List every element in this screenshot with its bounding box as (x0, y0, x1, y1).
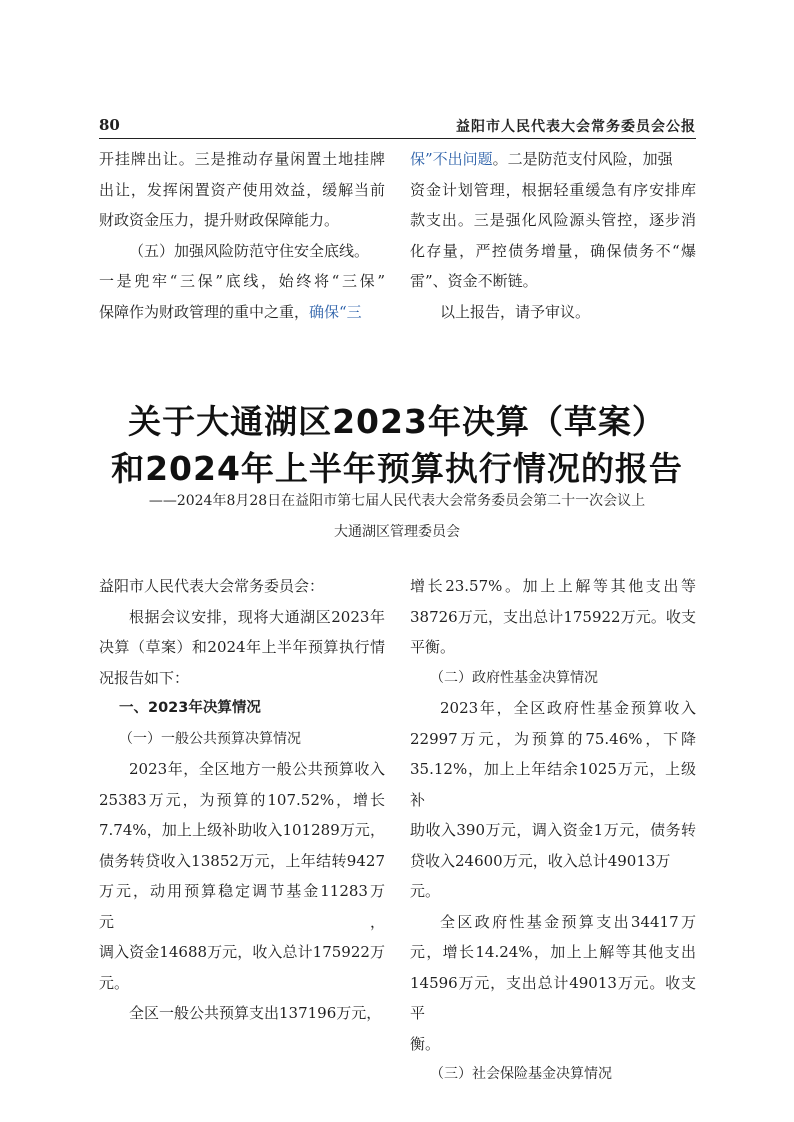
article-title-line-2: 和2024年上半年预算执行情况的报告 (111, 449, 683, 488)
text-fragment: 。二是防范支付风险，加强 (492, 150, 673, 168)
text-line: 2023年，全区地方一般公共预算收入 (129, 760, 385, 778)
header-rule (99, 138, 696, 139)
text-line: 化存量，严控债务增量，确保债务不“爆 (410, 241, 696, 260)
subsection-heading: （二）政府性基金决算情况 (430, 669, 598, 686)
subsection-heading: （三）社会保险基金决算情况 (430, 1066, 612, 1082)
text-line: 38726万元，支出总计175922万元。收支 (410, 607, 696, 626)
text-line: 贷收入24600万元，收入总计49013万元。 (410, 851, 671, 900)
prev-article-right-column (410, 144, 696, 327)
highlighted-text: 保”不出问题 (410, 150, 493, 168)
text-line: 全区政府性基金预算支出34417万 (440, 912, 696, 931)
text-line: 7.74%，加上上级补助收入101289万元， (99, 821, 385, 839)
text-line: 一是兜牢“三保”底线，始终将“三保” (99, 272, 385, 290)
text-line: 全区一般公共预算支出137196万元， (129, 1004, 382, 1022)
section-heading: （五）加强风险防范守住安全底线。 (129, 241, 370, 260)
text-line: 况报告如下： (99, 668, 190, 687)
text-line: 22997万元，为预算的75.46%，下降 (410, 729, 696, 748)
text-line: 出让，发挥闲置资产使用效益，缓解当前 (99, 180, 385, 199)
closing-line: 以上报告，请予审议。 (440, 302, 591, 321)
text-line: 元，增长14.24%，加上上解等其他支出 (410, 943, 696, 961)
text-line: 增长23.57%。加上上解等其他支出等 (410, 577, 696, 595)
text-line: 14596万元，支出总计49013万元。收支平 (410, 973, 696, 1022)
text-line: 万元，动用预算稳定调节基金11283万元， (99, 882, 385, 931)
text-line: 衡。 (410, 1034, 441, 1053)
text-line: 款支出。三是强化风险源头管控，逐步消 (410, 211, 696, 229)
highlighted-text: 确保“三 (309, 302, 362, 321)
text-line: 助收入390万元，调入资金1万元，债务转 (410, 821, 696, 839)
page-number: 80 (99, 116, 120, 134)
article-right-column (410, 571, 696, 1090)
article-subtitle: ——2024年8月28日在益阳市第七届人民代表大会常务委员会第二十一次会议上 (148, 493, 646, 509)
text-line: 平衡。 (410, 638, 456, 656)
text-line: 资金计划管理，根据轻重缓急有序安排库 (410, 180, 696, 199)
page-header (99, 114, 696, 138)
text-line: 财政资金压力，提升财政保障能力。 (99, 211, 340, 229)
article-title-line-1: 关于大通湖区2023年决算（草案） (128, 402, 666, 441)
text-line: 25383万元，为预算的107.52%，增长 (99, 790, 385, 809)
text-line (410, 144, 696, 175)
article-left-column (99, 571, 385, 1029)
text-line: 开挂牌出让。三是推动存量闲置土地挂牌 (99, 150, 385, 168)
text-line: 债务转贷收入13852万元，上年结转9427 (99, 851, 385, 870)
text-line (99, 297, 385, 328)
text-line: 35.12%，加上上年结余1025万元，上级补 (410, 760, 696, 809)
article-author: 大通湖区管理委员会 (334, 524, 460, 540)
section-heading: 一、2023年决算情况 (119, 700, 261, 716)
text-fragment: 保障作为财政管理的重中之重， (99, 302, 310, 321)
text-line: 决算（草案）和2024年上半年预算执行情 (99, 638, 385, 656)
text-line: 雷”、资金不断链。 (410, 272, 538, 290)
journal-title: 益阳市人民代表大会常务委员会公报 (456, 119, 696, 135)
prev-article-left-column (99, 144, 385, 327)
subsection-heading: （一）一般公共预算决算情况 (119, 730, 301, 747)
salutation: 益阳市人民代表大会常务委员会： (99, 577, 325, 595)
text-line: 2023年，全区政府性基金预算收入 (440, 699, 696, 717)
text-line: 根据会议安排，现将大通湖区2023年 (129, 607, 385, 626)
text-line: 调入资金14688万元，收入总计175922万 (99, 943, 385, 961)
text-line: 元。 (99, 973, 130, 992)
